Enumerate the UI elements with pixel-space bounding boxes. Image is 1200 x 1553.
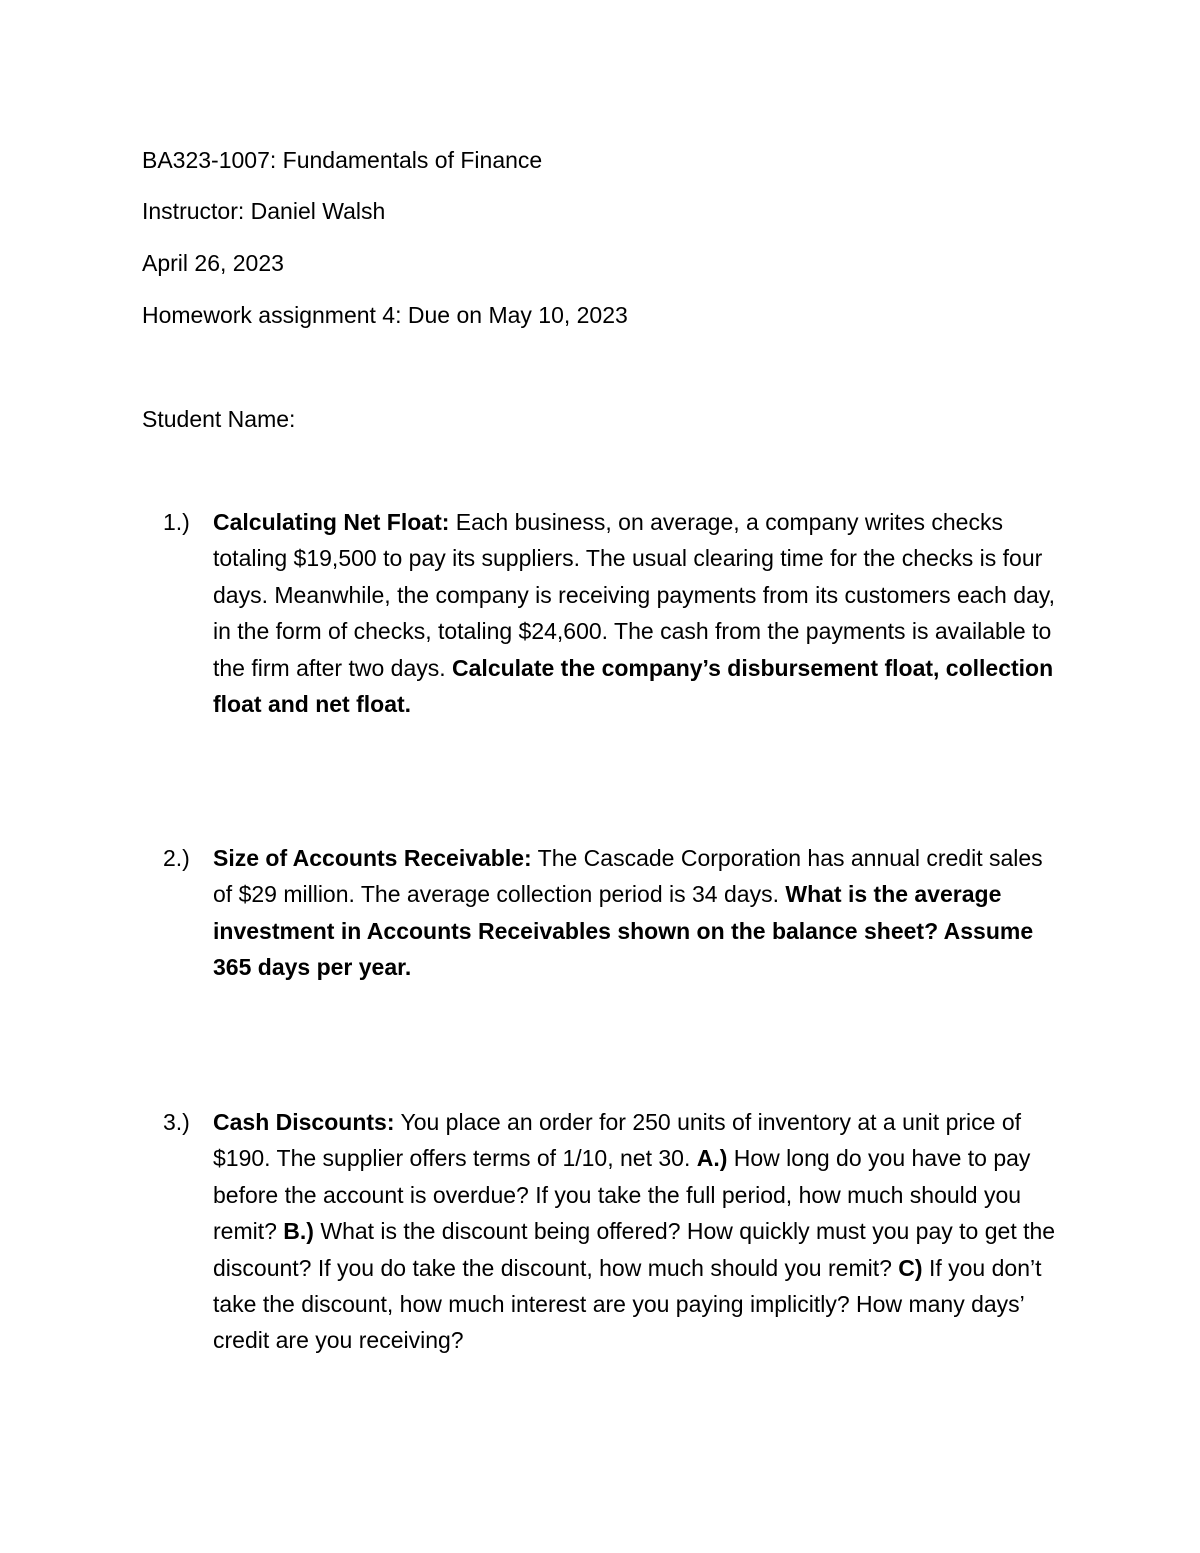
question-number: 3.) <box>163 1109 190 1135</box>
instructor-line: Instructor: Daniel Walsh <box>142 198 386 224</box>
body-text: You place an order for 250 units of inventory at a unit price of $190. The supplier offers terms of 1/10, net 30. <box>213 1109 1021 1172</box>
bold-text: Cash Discounts: <box>213 1109 395 1135</box>
question-text <box>213 1104 1063 1359</box>
bold-text: C) <box>898 1254 923 1281</box>
body-text: Each business, on average, a company writes checks totaling $19,500 to pay its suppliers. The usual clearing time for the checks is four days. Meanwhile, the company is receiving payments from its customers each day, in the form of checks, totaling $24,600. The cash from the payments is available to the firm after two days. <box>213 509 1055 681</box>
question-number: 1.) <box>163 509 190 535</box>
course-title: BA323-1007: Fundamentals of Finance <box>142 147 543 173</box>
assignment-line: Homework assignment 4: Due on May 10, 2023 <box>142 302 628 328</box>
student-name-label: Student Name: <box>142 406 296 432</box>
body-text: The Cascade Corporation has annual credit sales of $29 million. The average collection period is 34 days. <box>213 845 1043 908</box>
body-text: If you don’t take the discount, how much interest are you paying implicitly? How many days’ credit are you receiving? <box>213 1254 1042 1354</box>
date-line: April 26, 2023 <box>142 250 284 276</box>
bold-text: Size of Accounts Receivable: <box>213 845 532 871</box>
bold-text: A.) <box>696 1145 728 1172</box>
question-number: 2.) <box>163 845 190 871</box>
body-text: How long do you have to pay before the account is overdue? If you take the full period, how much should you remit? <box>213 1145 1031 1245</box>
bold-text: What is the average investment in Accounts Receivables shown on the balance sheet? Assume 365 days per year. <box>213 881 1034 981</box>
bold-text: B.) <box>283 1218 314 1245</box>
bold-text: Calculate the company’s disbursement float, collection float and net float. <box>213 654 1054 718</box>
question-3 <box>163 1104 1063 1359</box>
body-text: What is the discount being offered? How quickly must you pay to get the discount? If you do take the discount, how much should you remit? <box>213 1218 1056 1281</box>
question-text <box>213 840 1063 986</box>
question-2 <box>163 840 1063 986</box>
question-text <box>213 504 1063 722</box>
question-1 <box>163 504 1063 722</box>
bold-text: Calculating Net Float: <box>213 509 450 535</box>
